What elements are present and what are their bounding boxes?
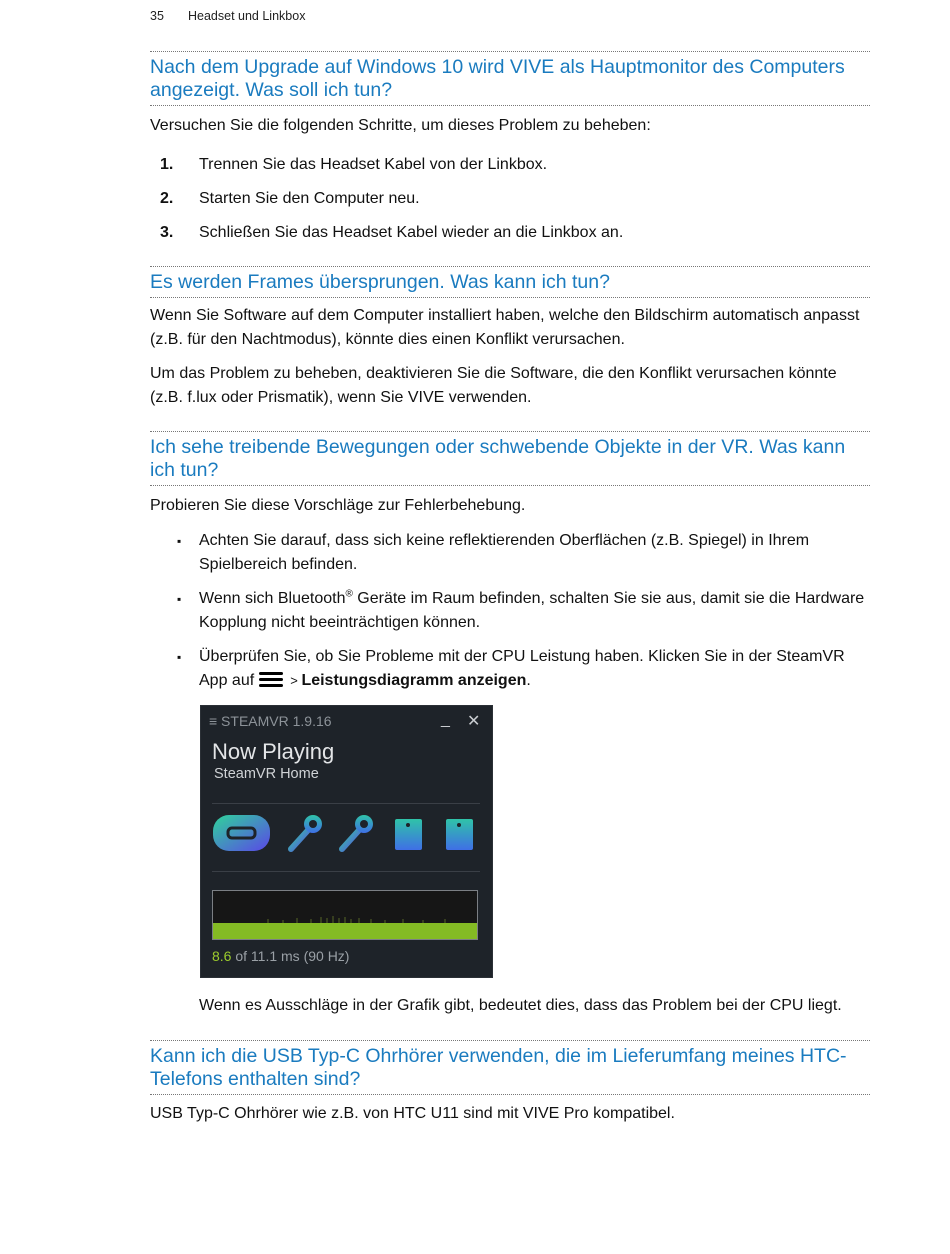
menu-icon	[259, 672, 283, 687]
base-station-icon	[395, 819, 422, 850]
paragraph: Um das Problem zu beheben, deaktivieren Sie die Software, die den Konflikt verursachen könnte (z.B. f.lux oder Prismatik), wenn Sie VIVE verwenden.	[150, 365, 837, 406]
steamvr-window	[200, 705, 493, 978]
device-status-icons	[201, 806, 492, 866]
now-playing-label: Now Playing	[212, 739, 335, 764]
frame-time-bar	[213, 923, 477, 939]
intro-suggestions: Probieren Sie diese Vorschläge zur Fehlerbehebung.	[150, 497, 526, 514]
base-station-icon	[446, 819, 473, 850]
list-item: ▪ Wenn sich Bluetooth® Geräte im Raum befinden, schalten Sie sie aus, damit sie die Hardware Kopplung nicht beeinträchtigen können.	[177, 588, 865, 631]
divider	[212, 803, 480, 804]
frame-time-readout: 8.6 of 11.1 ms (90 Hz)	[212, 948, 350, 964]
list-item: 1. Trennen Sie das Headset Kabel von der Linkbox.	[160, 156, 548, 173]
paragraph: Wenn Sie Software auf dem Computer installiert haben, welche den Bildschirm automatisch anpasst (z.B. für den Nachtmodus), könnte dies einen Konflikt verursachen.	[150, 307, 860, 348]
close-button[interactable]: ✕	[467, 713, 481, 730]
list-item: 3. Schließen Sie das Headset Kabel wieder an die Linkbox an.	[160, 224, 624, 241]
graph-explanation: Wenn es Ausschläge in der Grafik gibt, bedeutet dies, dass das Problem bei der CPU liegt.	[199, 997, 842, 1014]
paragraph: USB Typ-C Ohrhörer wie z.B. von HTC U11 sind mit VIVE Pro kompatibel.	[150, 1105, 675, 1122]
steamvr-title: ≡ STEAMVR 1.9.16	[209, 713, 332, 729]
minimize-button[interactable]: _	[441, 711, 450, 728]
running-header	[150, 9, 305, 23]
heading-upgrade-windows: Nach dem Upgrade auf Windows 10 wird VIVE als Hauptmonitor des Computers angezeigt. Was soll ich tun?	[150, 51, 870, 106]
list-item: ▪ Überprüfen Sie, ob Sie Probleme mit der CPU Leistung haben. Klicken Sie in der SteamVR App auf > Leistungsdiagramm anzeigen.	[177, 648, 845, 689]
heading-usb-c-earphones: Kann ich die USB Typ-C Ohrhörer verwenden, die im Lieferumfang meines HTC-Telefons enthalten sind?	[150, 1040, 870, 1095]
performance-graph	[212, 890, 478, 940]
headset-icon	[213, 815, 270, 851]
list-item: ▪ Achten Sie darauf, dass sich keine reflektierenden Oberflächen (z.B. Spiegel) in Ihrem Spielbereich befinden.	[177, 532, 810, 573]
divider	[212, 871, 480, 872]
section-title: Headset und Linkbox	[188, 9, 306, 23]
heading-drifting-objects: Ich sehe treibende Bewegungen oder schwebende Objekte in der VR. Was kann ich tun?	[150, 431, 870, 486]
controller-icon	[342, 815, 373, 849]
controller-icon	[291, 815, 322, 849]
intro-steps: Versuchen Sie die folgenden Schritte, um dieses Problem zu beheben:	[150, 117, 651, 134]
page-number: 35	[150, 9, 164, 23]
steps-list	[150, 153, 870, 245]
now-playing-app: SteamVR Home	[214, 766, 319, 782]
heading-frames-skipped: Es werden Frames übersprungen. Was kann ich tun?	[150, 266, 870, 298]
suggestions-list	[150, 529, 870, 693]
list-item: 2. Starten Sie den Computer neu.	[160, 190, 420, 207]
